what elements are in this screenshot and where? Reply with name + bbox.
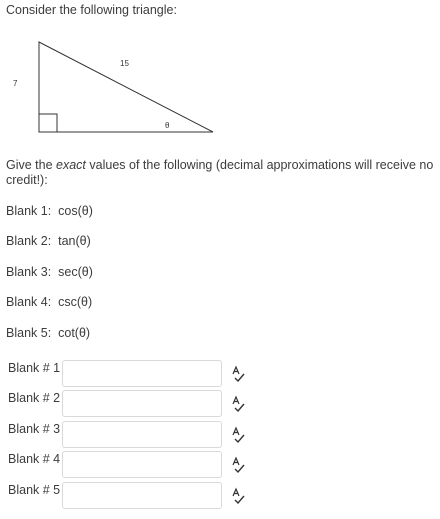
answer-row-3	[0, 421, 440, 448]
angle-theta-label: θ	[165, 121, 170, 130]
blank-1-input[interactable]	[62, 360, 222, 387]
answer-row-2	[0, 390, 440, 417]
spellcheck-icon[interactable]	[230, 487, 246, 505]
right-angle-marker	[39, 114, 57, 132]
triangle-shape	[39, 42, 213, 132]
blank-description-3: Blank 3: sec(θ)	[6, 265, 93, 279]
answer-label-2: Blank # 2	[8, 391, 61, 405]
blank-5-input[interactable]	[62, 482, 222, 509]
blank-4-input[interactable]	[62, 451, 222, 478]
vertical-side-label: 7	[13, 79, 18, 88]
hypotenuse-label: 15	[120, 59, 129, 68]
blank-2-input[interactable]	[62, 390, 222, 417]
answer-label-4: Blank # 4	[8, 452, 61, 466]
triangle-figure	[0, 30, 260, 145]
spellcheck-icon[interactable]	[230, 456, 246, 474]
blank-description-2: Blank 2: tan(θ)	[6, 234, 91, 248]
answer-row-5	[0, 482, 440, 509]
answer-row-1	[0, 360, 440, 387]
blank-3-input[interactable]	[62, 421, 222, 448]
spellcheck-icon[interactable]	[230, 426, 246, 444]
answer-row-4	[0, 451, 440, 478]
answer-label-5: Blank # 5	[8, 483, 61, 497]
answer-label-3: Blank # 3	[8, 422, 61, 436]
blank-description-4: Blank 4: csc(θ)	[6, 295, 93, 309]
spellcheck-icon[interactable]	[230, 365, 246, 383]
blank-description-5: Blank 5: cot(θ)	[6, 326, 91, 340]
instructions-emphasis: exact	[56, 158, 86, 172]
spellcheck-icon[interactable]	[230, 395, 246, 413]
answer-label-1: Blank # 1	[8, 361, 61, 375]
question-intro: Consider the following triangle:	[6, 3, 177, 17]
instructions-text: Give the exact values of the following (decimal approximations will receive no credit!):	[6, 158, 434, 187]
blank-description-1: Blank 1: cos(θ)	[6, 204, 93, 218]
